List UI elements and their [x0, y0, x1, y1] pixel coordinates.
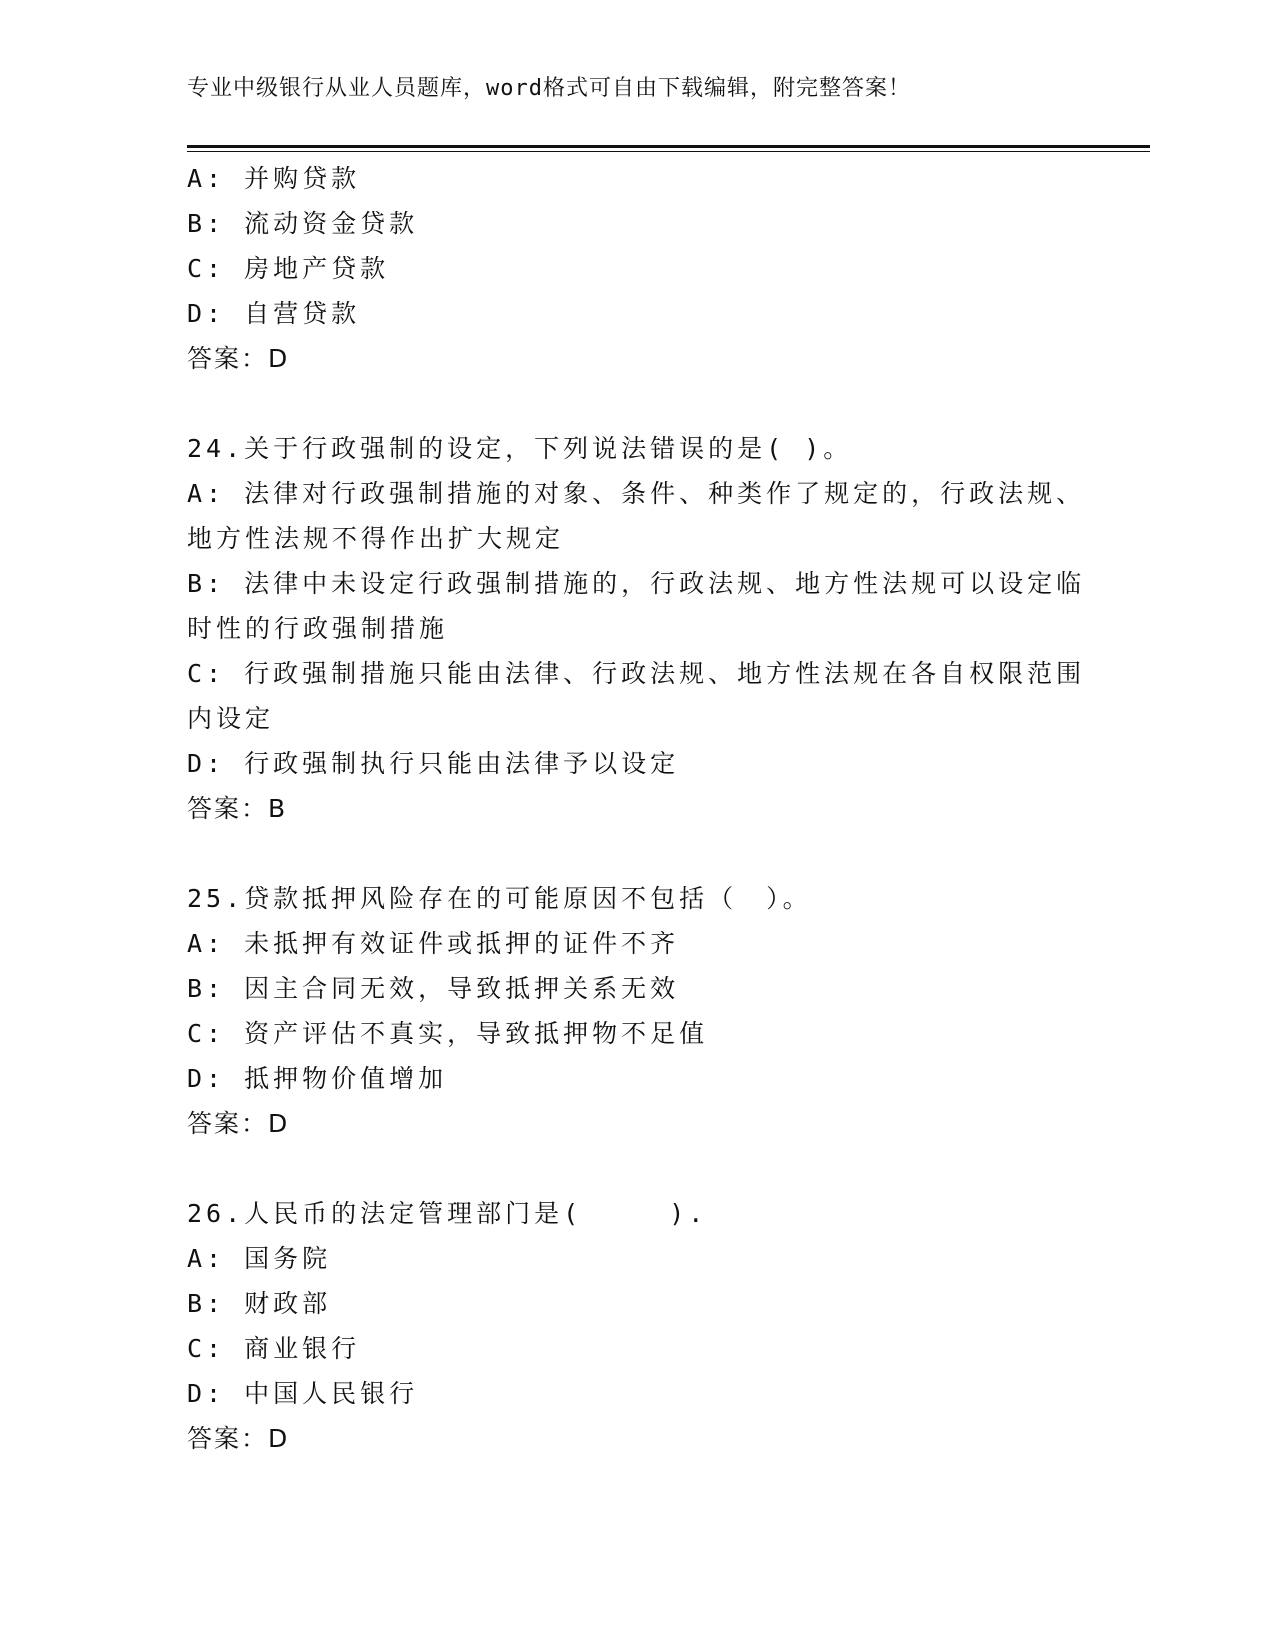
- q25-option-b: B: 因主合同无效，导致抵押关系无效: [187, 974, 680, 1003]
- q24-option-c-cont: 内设定: [187, 704, 275, 733]
- q24-option-a-cont: 地方性法规不得作出扩大规定: [187, 524, 565, 553]
- q25-question: 25.贷款抵押风险存在的可能原因不包括（ ）。: [187, 884, 812, 913]
- header-rule-thick: [187, 145, 1150, 148]
- q24-question: 24.关于行政强制的设定，下列说法错误的是( )。: [187, 434, 853, 463]
- q23-option-c: C: 房地产贷款: [187, 254, 390, 283]
- spacer: [187, 1146, 1087, 1191]
- q23-option-a: A: 并购贷款: [187, 164, 361, 193]
- header-rule-thin: [187, 151, 1150, 152]
- q25-option-a: A: 未抵押有效证件或抵押的证件不齐: [187, 929, 680, 958]
- question-24-block: [187, 426, 1087, 831]
- q23-option-d: D: 自营贷款: [187, 299, 361, 328]
- q25-option-d: D: 抵押物价值增加: [187, 1064, 448, 1093]
- q24-answer: 答案：B: [187, 794, 288, 823]
- spacer: [187, 831, 1087, 876]
- question-25-block: [187, 876, 1087, 1146]
- q24-option-b-cont: 时性的行政强制措施: [187, 614, 449, 643]
- q26-option-b: B: 财政部: [187, 1289, 332, 1318]
- q23-option-b: B: 流动资金贷款: [187, 209, 419, 238]
- q26-option-d: D: 中国人民银行: [187, 1379, 419, 1408]
- q24-option-b: B: 法律中未设定行政强制措施的，行政法规、地方性法规可以设定临: [187, 569, 1086, 598]
- q23-answer: 答案：D: [187, 344, 290, 373]
- question-26-block: [187, 1191, 1087, 1461]
- q25-option-c: C: 资产评估不真实，导致抵押物不足值: [187, 1019, 709, 1048]
- question-23-block: [187, 156, 1087, 381]
- q25-answer: 答案：D: [187, 1109, 290, 1138]
- q24-option-c: C: 行政强制措施只能由法律、行政法规、地方性法规在各自权限范围: [187, 659, 1086, 688]
- document-body: [187, 156, 1087, 1461]
- q26-question: 26.人民币的法定管理部门是( ).: [187, 1199, 708, 1228]
- q26-option-a: A: 国务院: [187, 1244, 332, 1273]
- q24-option-a: A: 法律对行政强制措施的对象、条件、种类作了规定的，行政法规、: [187, 479, 1086, 508]
- q26-answer: 答案：D: [187, 1424, 290, 1453]
- q24-option-d: D: 行政强制执行只能由法律予以设定: [187, 749, 680, 778]
- q26-option-c: C: 商业银行: [187, 1334, 361, 1363]
- spacer: [187, 381, 1087, 426]
- page-header: 专业中级银行从业人员题库，word格式可自由下载编辑，附完整答案！: [187, 76, 911, 101]
